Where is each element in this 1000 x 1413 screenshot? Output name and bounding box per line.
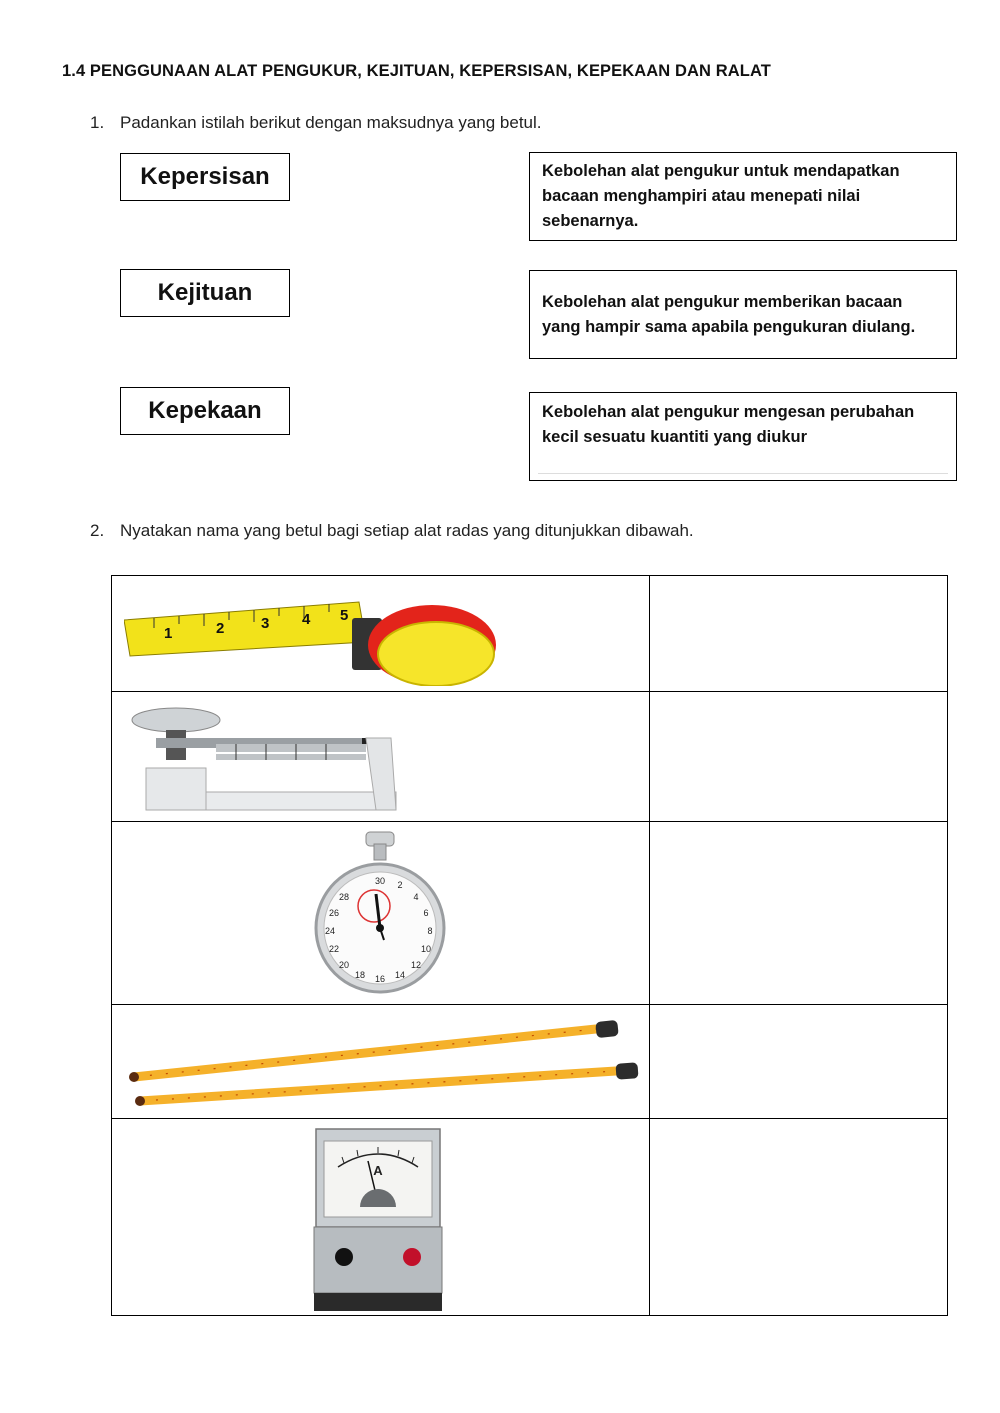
stopwatch-number-10: 10 bbox=[420, 944, 432, 954]
stopwatch-number-22: 22 bbox=[328, 944, 340, 954]
image-cell-ammeter bbox=[112, 1119, 650, 1316]
measuring-tape-image bbox=[124, 590, 496, 686]
term-box-kejituan[interactable]: Kejituan bbox=[120, 269, 290, 317]
term-box-kepersisan[interactable]: Kepersisan bbox=[120, 153, 290, 201]
image-cell-thermometers bbox=[112, 1005, 650, 1119]
apparatus-table bbox=[111, 575, 948, 1316]
stopwatch-number-24: 24 bbox=[324, 926, 336, 936]
tape-number-3: 3 bbox=[261, 615, 270, 632]
image-cell-triple-beam-balance bbox=[112, 692, 650, 822]
term-box-kepekaan[interactable]: Kepekaan bbox=[120, 387, 290, 435]
stopwatch-number-8: 8 bbox=[427, 926, 433, 936]
question-1-text: Padankan istilah berikut dengan maksudnya yang betul. bbox=[120, 113, 542, 132]
table-row bbox=[112, 1119, 948, 1316]
definition-box-2[interactable] bbox=[529, 270, 957, 359]
answer-cell-3[interactable] bbox=[650, 822, 948, 1005]
definition-text-1: Kebolehan alat pengukur untuk mendapatkan bacaan menghampiri atau menepati nilai sebenarnya. bbox=[542, 162, 900, 230]
definition-text-2: Kebolehan alat pengukur memberikan bacaan yang hampir sama apabila pengukuran diulang. bbox=[542, 292, 916, 336]
question-1-number: 1. bbox=[90, 113, 105, 132]
definition-box-1[interactable] bbox=[529, 152, 957, 241]
stopwatch-number-18: 18 bbox=[354, 970, 366, 980]
thermometers-image bbox=[126, 1013, 640, 1113]
stopwatch-number-28: 28 bbox=[338, 892, 350, 902]
faint-divider bbox=[538, 473, 948, 474]
ammeter-symbol: A bbox=[373, 1163, 383, 1178]
definition-box-3[interactable] bbox=[529, 392, 957, 481]
worksheet-heading: 1.4 PENGGUNAAN ALAT PENGUKUR, KEJITUAN, KEPERSISAN, KEPEKAAN DAN RALAT bbox=[62, 62, 771, 80]
tape-number-5: 5 bbox=[340, 607, 349, 624]
tape-number-4: 4 bbox=[302, 611, 311, 628]
table-row bbox=[112, 576, 948, 692]
question-1 bbox=[90, 113, 542, 133]
stopwatch-number-12: 12 bbox=[410, 960, 422, 970]
question-2 bbox=[90, 521, 694, 541]
table-row bbox=[112, 822, 948, 1005]
tape-number-1: 1 bbox=[164, 625, 173, 642]
answer-cell-4[interactable] bbox=[650, 1005, 948, 1119]
definition-text-3: Kebolehan alat pengukur mengesan perubahan kecil sesuatu kuantiti yang diukur bbox=[542, 403, 915, 446]
table-row bbox=[112, 1005, 948, 1119]
ammeter-image bbox=[310, 1127, 446, 1313]
stopwatch-number-20: 20 bbox=[338, 960, 350, 970]
answer-cell-2[interactable] bbox=[650, 692, 948, 822]
question-2-number: 2. bbox=[90, 521, 105, 540]
stopwatch-number-14: 14 bbox=[394, 970, 406, 980]
triple-beam-balance-image bbox=[126, 700, 406, 818]
stopwatch-number-2: 2 bbox=[397, 880, 403, 890]
answer-cell-1[interactable] bbox=[650, 576, 948, 692]
image-cell-measuring-tape bbox=[112, 576, 650, 692]
stopwatch-number-26: 26 bbox=[328, 908, 340, 918]
tape-number-2: 2 bbox=[216, 620, 225, 637]
stopwatch-number-4: 4 bbox=[413, 892, 419, 902]
stopwatch-number-6: 6 bbox=[423, 908, 429, 918]
stopwatch-number-16: 16 bbox=[374, 974, 386, 984]
answer-cell-5[interactable] bbox=[650, 1119, 948, 1316]
stopwatch-number-30: 30 bbox=[374, 876, 386, 886]
stopwatch-image bbox=[308, 830, 452, 1002]
table-row bbox=[112, 692, 948, 822]
image-cell-stopwatch bbox=[112, 822, 650, 1005]
question-2-text: Nyatakan nama yang betul bagi setiap alat radas yang ditunjukkan dibawah. bbox=[120, 521, 694, 540]
